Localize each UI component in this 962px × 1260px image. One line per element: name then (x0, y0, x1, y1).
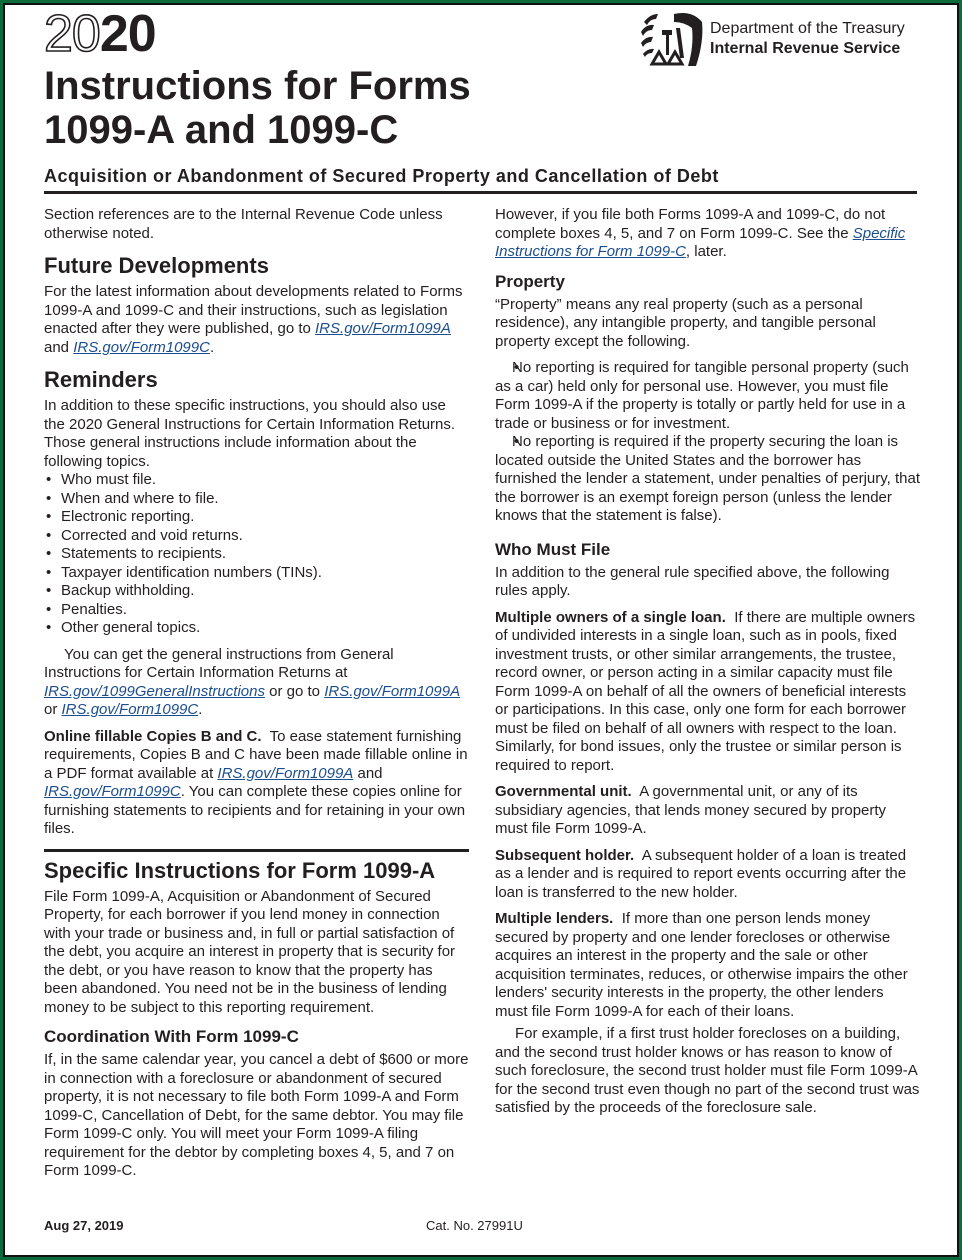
section-divider (44, 849, 469, 852)
multiple-lenders-para (495, 910, 920, 1021)
specific-instructions-heading: Specific Instructions for Form 1099-A (44, 857, 436, 883)
link-form1099a[interactable]: IRS.gov/Form1099A (217, 764, 354, 782)
future-text: For the latest information about developments related to Forms 1099-A and 1099-C and their instructions, such as legislation enacted after they were published, go to (44, 283, 463, 337)
list-item: • Backup withholding. (44, 582, 469, 601)
continuation-text (495, 206, 920, 262)
governmental-unit-para (495, 783, 920, 839)
property-heading: Property (495, 271, 565, 291)
general-instructions-text (44, 646, 469, 720)
form-year (44, 4, 156, 64)
and-text: and (357, 764, 383, 782)
coordination-text: If, in the same calendar year, you cancel a debt of $600 or more in connection with a foreclosure or abandonment of secured property, it is not necessary to file both Form 1099-A and Form 1099-C, Cancellation of Debt, for the same debtor. You may file Form 1099-C only. You will meet your Form 1099-A filing requirement for the debtor by completing boxes 4, 5, and 7 on Form 1099-C. (44, 1051, 469, 1179)
or-text: or (44, 701, 58, 718)
link-form1099a[interactable]: IRS.gov/Form1099A (315, 320, 451, 337)
coordination-heading: Coordination With Form 1099-C (44, 1027, 299, 1046)
para-label: Subsequent holder. (495, 846, 635, 864)
page-title (44, 64, 471, 152)
para-label: Multiple owners of a single loan. (495, 608, 726, 626)
reminders-list (44, 471, 469, 638)
specific-instructions-text: File Form 1099-A, Acquisition or Abandonment of Secured Property, for each borrower if you lend money in connection with your trade or business and, in full or partial satisfaction of the debt, you acquire an interest in property that is security for the debt, or you have reason to know that the property has been abandoned. You need not be in the business of lending money to be subject to this reporting requirement. (44, 887, 456, 1016)
or-text: or go to (269, 682, 321, 700)
left-column (44, 206, 469, 1189)
para-label: Multiple lenders. (495, 910, 614, 927)
period: . (198, 701, 203, 718)
list-item: • Penalties. (44, 601, 469, 620)
para-text: A governmental unit, or any of its subsidiary agencies, that lends money secured by property must file Form 1099-A. (495, 783, 887, 837)
agency-header (638, 8, 905, 70)
list-item: • Statements to recipients. (44, 545, 469, 564)
link-form1099c[interactable]: IRS.gov/Form1099C (44, 783, 181, 800)
page-subtitle: Acquisition or Abandonment of Secured Property and Cancellation of Debt (44, 166, 917, 194)
property-text: “Property” means any real property (such as a personal residence), any intangible property, and tangible personal property except the following. (495, 295, 876, 350)
right-column (495, 206, 920, 1126)
who-must-file-heading: Who Must File (495, 539, 611, 559)
irs-eagle-logo-icon (638, 8, 706, 70)
link-form1099a[interactable]: IRS.gov/Form1099A (324, 682, 461, 700)
and-text: and (44, 338, 70, 356)
year-outline: 20 (44, 5, 100, 63)
online-fillable-label: Online fillable Copies B and C. (44, 727, 262, 745)
para-text: A subsequent holder of a loan is treated as a lender and is required to report events occurring after the loan is transferred to the new holder. (495, 846, 907, 901)
link-specific-instructions-1099c[interactable]: Specific Instructions for Form 1099-C (495, 224, 906, 260)
list-item: • Other general topics. (44, 619, 469, 638)
catalog-number: Cat. No. 27991U (426, 1218, 523, 1233)
link-form1099c[interactable]: IRS.gov/Form1099C (61, 701, 199, 718)
get-text: You can get the general instructions from General Instructions for Certain Information Returns at (44, 645, 394, 681)
para-label: Governmental unit. (495, 783, 632, 800)
list-item: • Corrected and void returns. (44, 527, 469, 546)
online-text-1: To ease statement furnishing requirements, Copies B and C have been made fillable online in a PDF format available at (44, 727, 468, 782)
intro-text: Section references are to the Internal Revenue Code unless otherwise noted. (44, 206, 443, 242)
cont-text: However, if you file both Forms 1099-A and 1099-C, do not complete boxes 4, 5, and 7 on Form 1099-C. See the (495, 206, 886, 242)
title-line-1: Instructions for Forms (44, 64, 471, 108)
reminders-text: In addition to these specific instructions, you should also use the 2020 General Instructions for Certain Information Returns. Those general instructions include information about the following topics. (44, 397, 456, 470)
list-item: • Electronic reporting. (44, 508, 469, 527)
future-developments-text (44, 283, 469, 357)
link-general-instructions[interactable]: IRS.gov/1099GeneralInstructions (44, 682, 265, 700)
cont-end: , later. (685, 243, 727, 260)
subsequent-holder-para (495, 847, 920, 903)
period: . (209, 338, 215, 356)
list-item: • No reporting is required for tangible personal property (such as a car) held only for personal use. However, you must file Form 1099-A if the property is totally or partly held for use in a trade or business or for investment. (495, 359, 920, 433)
list-item: • No reporting is required if the property securing the loan is located outside the United States and the borrower has furnished the lender a statement, under penalties of perjury, that the borrower is an exempt foreign person (unless the lender knows that the statement is false). (495, 433, 920, 526)
year-bold: 20 (99, 5, 156, 63)
online-fillable-text (44, 728, 469, 839)
agency-department: Department of the Treasury (710, 20, 905, 37)
multiple-owners-para (495, 609, 920, 776)
property-exceptions-list (495, 359, 920, 526)
reminders-heading: Reminders (44, 367, 158, 392)
para-text: If there are multiple owners of undivided interests in a single loan, such as in pools, fixed investment trusts, or other similar arrangements, the trustee, record owner, or person acting in a similar capacity must file Form 1099-A on behalf of all the owners of beneficial interests or participations. In this case, only one form for each borrower must be filed on behalf of all owners with respect to the loan. Similarly, for bond issues, only the trustee or similar person is required to report. (495, 608, 916, 774)
revision-date: Aug 27, 2019 (44, 1218, 124, 1233)
who-must-file-text: In addition to the general rule specified above, the following rules apply. (495, 563, 890, 599)
future-developments-heading: Future Developments (44, 253, 269, 278)
title-line-2: 1099-A and 1099-C (44, 108, 399, 152)
list-item: • When and where to file. (44, 490, 469, 509)
list-item: • Who must file. (44, 471, 469, 490)
list-item: • Taxpayer identification numbers (TINs). (44, 564, 469, 583)
para-text: If more than one person lends money secured by property and one lender forecloses or otherwise acquires an interest in the property and the sale or other acquisition terminates, reduces, or otherwise impairs the other lenders' security interests in the property, the other lenders must file Form 1099-A for each of their loans. (495, 910, 908, 1020)
link-form1099c[interactable]: IRS.gov/Form1099C (73, 338, 210, 356)
example-para: For example, if a first trust holder forecloses on a building, and the second trust holder knows or has reason to know of such foreclosure, the second trust holder must file Form 1099-A for the second trust even though no part of the second trust was satisfied by the proceeds of the foreclosure sale. (495, 1025, 920, 1116)
agency-irs: Internal Revenue Service (710, 40, 901, 57)
online-text-2: . You can complete these copies online for furnishing statements to recipients and for retaining in your own files. (44, 783, 466, 837)
